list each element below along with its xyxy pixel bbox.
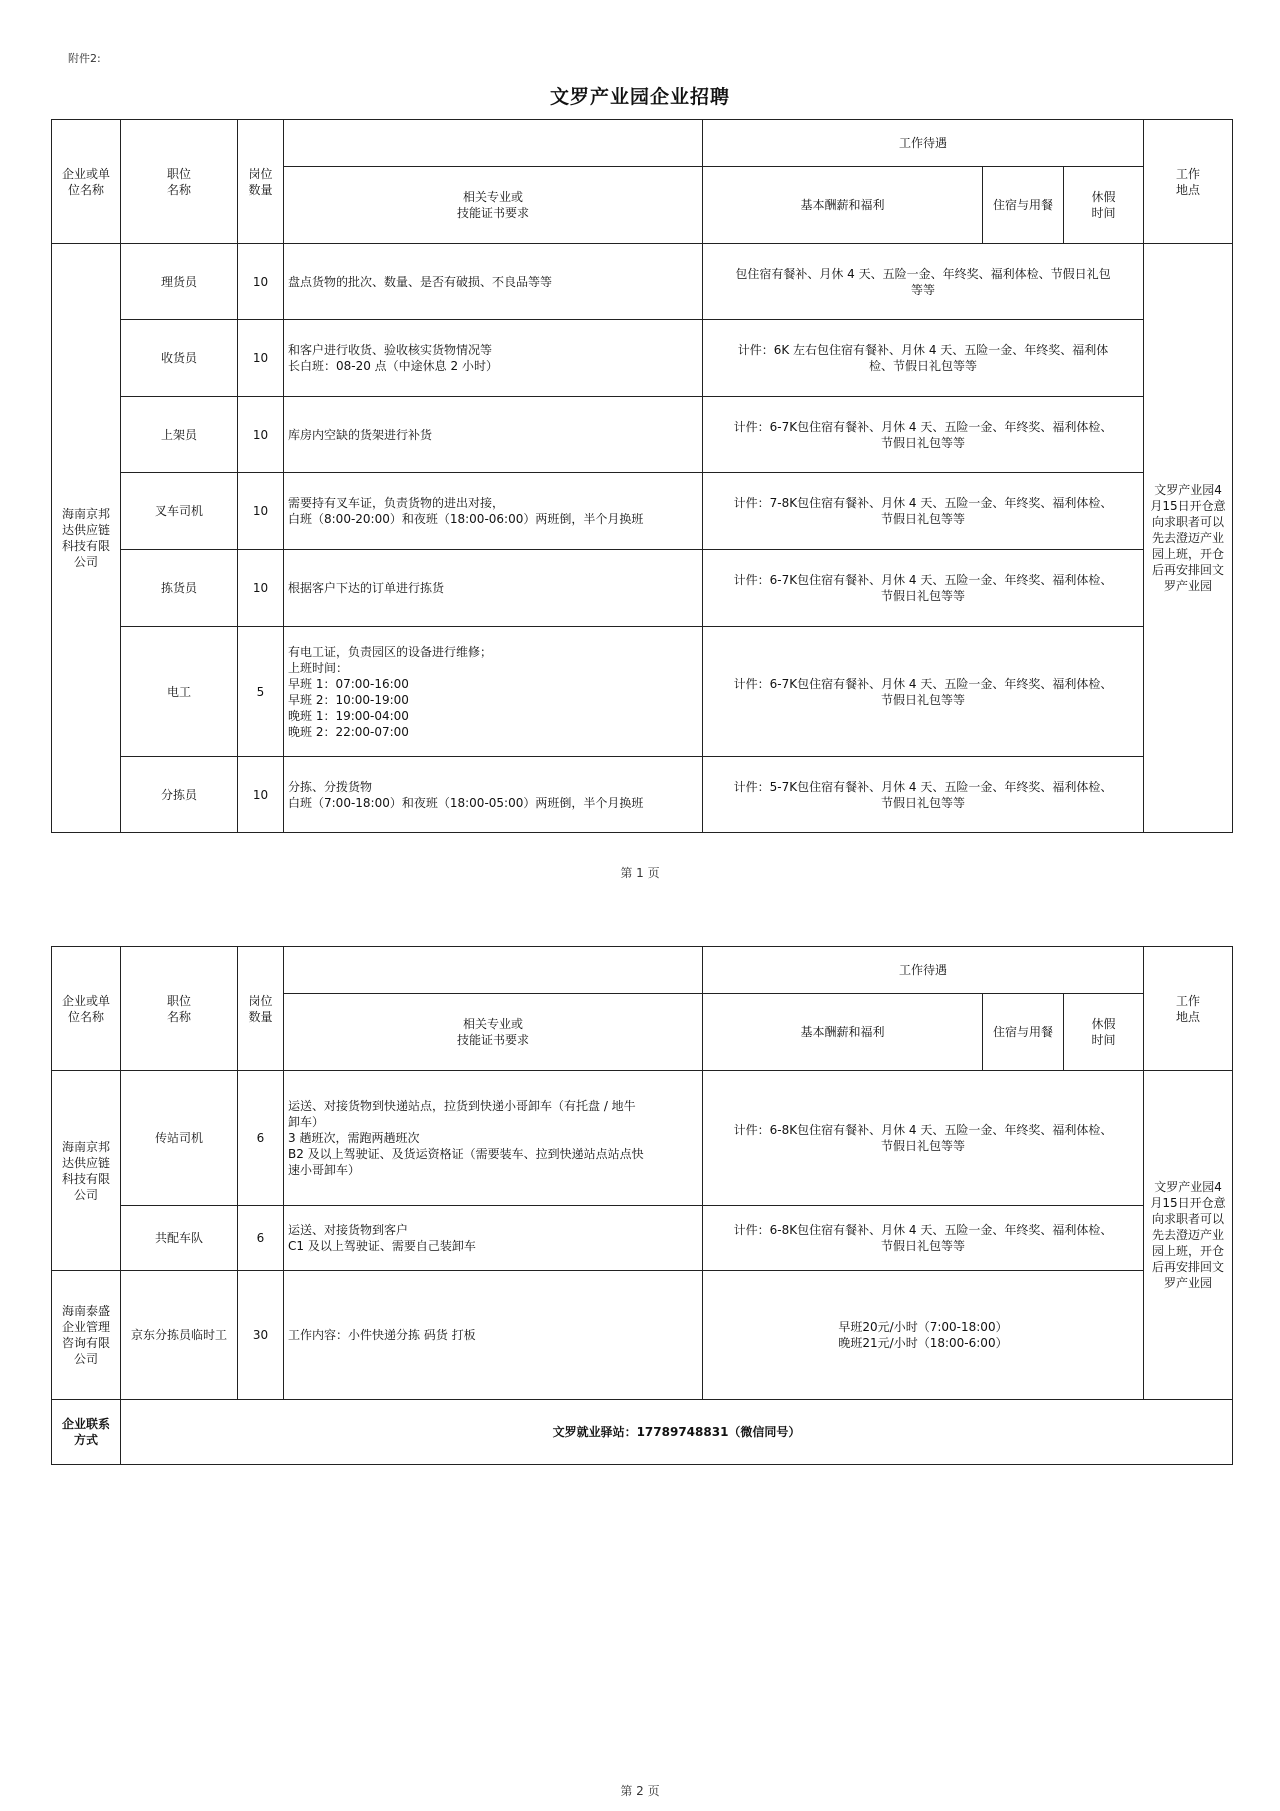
header-blank (284, 947, 703, 994)
position-count: 10 (238, 244, 284, 320)
table-row (52, 1206, 1233, 1271)
position-requirements: 运送、对接货物到客户 C1 及以上驾驶证、需要自己装卸车 (284, 1206, 703, 1271)
table-row (52, 473, 1233, 550)
position-count: 10 (238, 757, 284, 833)
position-salary: 计件：6-7K包住宿有餐补、月休 4 天、五险一金、年终奖、福利体检、 节假日礼包等等 (703, 627, 1144, 757)
position-count: 6 (238, 1071, 284, 1206)
table-row (52, 320, 1233, 397)
header-requirements: 相关专业或 技能证书要求 (284, 994, 703, 1071)
position-name: 叉车司机 (121, 473, 238, 550)
table-row (52, 627, 1233, 757)
header-blank (284, 120, 703, 167)
position-salary: 计件：6-8K包住宿有餐补、月休 4 天、五险一金、年终奖、福利体检、 节假日礼包等等 (703, 1206, 1144, 1271)
position-requirements: 需要持有叉车证，负责货物的进出对接， 白班（8:00-20:00）和夜班（18:00-06:00）两班倒，半个月换班 (284, 473, 703, 550)
position-name: 理货员 (121, 244, 238, 320)
table-row (52, 397, 1233, 473)
header-requirements: 相关专业或 技能证书要求 (284, 167, 703, 244)
position-name: 电工 (121, 627, 238, 757)
contact-value: 文罗就业驿站：17789748831（微信同号） (121, 1400, 1233, 1465)
position-requirements: 有电工证，负责园区的设备进行维修； 上班时间： 早班 1：07:00-16:00 早班 2：10:00-19:00 晚班 1：19:00-04:00 晚班 2：22:00-07:00 (284, 627, 703, 757)
position-requirements: 运送、对接货物到快递站点，拉货到快递小哥卸车（有托盘 / 地牛 卸车） 3 趟班次，需跑两趟班次 B2 及以上驾驶证、及货运资格证（需要装车、拉到快递站点站点快 速小哥卸车） (284, 1071, 703, 1206)
position-requirements: 盘点货物的批次、数量、是否有破损、不良品等等 (284, 244, 703, 320)
page-number-1: 第 1 页 (620, 866, 660, 880)
position-count: 10 (238, 397, 284, 473)
recruitment-table-page-1 (51, 119, 1233, 833)
position-salary: 计件：7-8K包住宿有餐补、月休 4 天、五险一金、年终奖、福利体检、 节假日礼包等等 (703, 473, 1144, 550)
position-count: 10 (238, 320, 284, 397)
position-salary: 计件：6K 左右包住宿有餐补、月休 4 天、五险一金、年终奖、福利体 检、节假日礼包等等 (703, 320, 1144, 397)
header-location: 工作 地点 (1144, 120, 1233, 244)
header-treatment: 工作待遇 (703, 120, 1144, 167)
header-company: 企业或单 位名称 (52, 120, 121, 244)
header-housing: 住宿与用餐 (983, 167, 1064, 244)
position-salary: 早班20元/小时（7:00-18:00） 晚班21元/小时（18:00-6:00） (703, 1271, 1144, 1400)
header-leave: 休假 时间 (1064, 167, 1144, 244)
recruitment-table-page-2 (51, 946, 1233, 1465)
position-requirements: 根据客户下达的订单进行拣货 (284, 550, 703, 627)
position-count: 10 (238, 550, 284, 627)
header-salary: 基本酬薪和福利 (703, 994, 983, 1071)
work-location: 文罗产业园4 月15日开仓意 向求职者可以 先去澄迈产业 园上班，开仓 后再安排回文 罗产业园 (1144, 244, 1233, 833)
position-salary: 计件：6-7K包住宿有餐补、月休 4 天、五险一金、年终奖、福利体检、 节假日礼包等等 (703, 550, 1144, 627)
header-leave: 休假 时间 (1064, 994, 1144, 1071)
position-count: 5 (238, 627, 284, 757)
position-count: 30 (238, 1271, 284, 1400)
company-name: 海南泰盛 企业管理 咨询有限 公司 (52, 1271, 121, 1400)
position-name: 拣货员 (121, 550, 238, 627)
position-name: 上架员 (121, 397, 238, 473)
position-requirements: 工作内容：小件快递分拣 码货 打板 (284, 1271, 703, 1400)
page-title: 文罗产业园企业招聘 (549, 86, 730, 108)
table-row (52, 1071, 1233, 1206)
company-name: 海南京邦 达供应链 科技有限 公司 (52, 244, 121, 833)
position-name: 京东分拣员临时工 (121, 1271, 238, 1400)
position-requirements: 库房内空缺的货架进行补货 (284, 397, 703, 473)
header-position: 职位 名称 (121, 947, 238, 1071)
header-count: 岗位 数量 (238, 947, 284, 1071)
table-row (52, 550, 1233, 627)
position-name: 共配车队 (121, 1206, 238, 1271)
header-housing: 住宿与用餐 (983, 994, 1064, 1071)
position-requirements: 分拣、分拨货物 白班（7:00-18:00）和夜班（18:00-05:00）两班倒，半个月换班 (284, 757, 703, 833)
position-salary: 包住宿有餐补、月休 4 天、五险一金、年终奖、福利体检、节假日礼包 等等 (703, 244, 1144, 320)
header-treatment: 工作待遇 (703, 947, 1144, 994)
page-number-2: 第 2 页 (620, 1784, 660, 1798)
attachment-label: 附件2: (68, 52, 101, 65)
header-company: 企业或单 位名称 (52, 947, 121, 1071)
position-requirements: 和客户进行收货、验收核实货物情况等 长白班：08-20 点（中途休息 2 小时） (284, 320, 703, 397)
position-count: 10 (238, 473, 284, 550)
table-row (52, 244, 1233, 320)
position-salary: 计件：6-7K包住宿有餐补、月休 4 天、五险一金、年终奖、福利体检、 节假日礼包等等 (703, 397, 1144, 473)
position-count: 6 (238, 1206, 284, 1271)
table-row (52, 1271, 1233, 1400)
position-name: 分拣员 (121, 757, 238, 833)
header-count: 岗位 数量 (238, 120, 284, 244)
position-name: 传站司机 (121, 1071, 238, 1206)
work-location: 文罗产业园4 月15日开仓意 向求职者可以 先去澄迈产业 园上班，开仓 后再安排回文 罗产业园 (1144, 1071, 1233, 1400)
header-salary: 基本酬薪和福利 (703, 167, 983, 244)
header-location: 工作 地点 (1144, 947, 1233, 1071)
contact-label: 企业联系 方式 (52, 1400, 121, 1465)
table-row (52, 757, 1233, 833)
header-position: 职位 名称 (121, 120, 238, 244)
position-name: 收货员 (121, 320, 238, 397)
position-salary: 计件：6-8K包住宿有餐补、月休 4 天、五险一金、年终奖、福利体检、 节假日礼包等等 (703, 1071, 1144, 1206)
contact-row (52, 1400, 1233, 1465)
company-name: 海南京邦 达供应链 科技有限 公司 (52, 1071, 121, 1271)
position-salary: 计件：5-7K包住宿有餐补、月休 4 天、五险一金、年终奖、福利体检、 节假日礼包等等 (703, 757, 1144, 833)
